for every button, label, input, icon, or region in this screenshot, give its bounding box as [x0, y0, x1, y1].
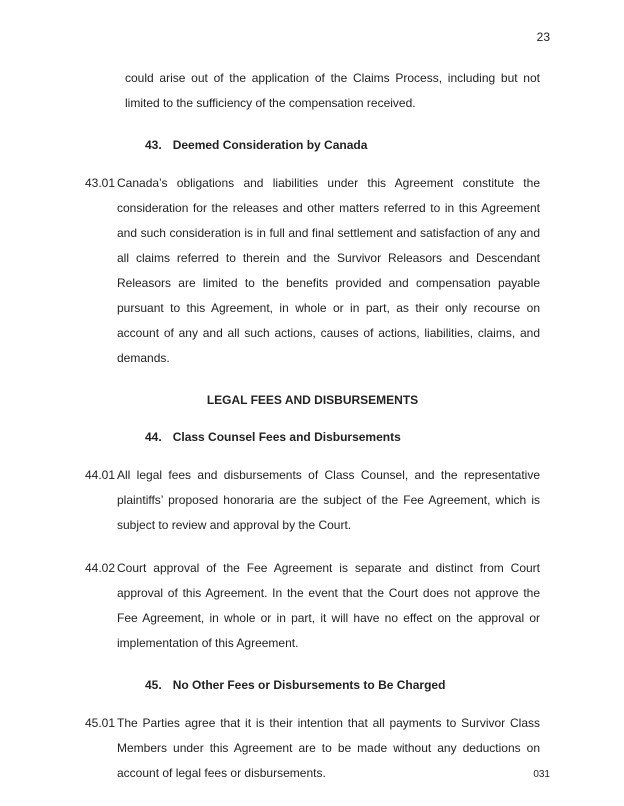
section-number: 44.	[145, 430, 162, 444]
numbered-paragraph-43-01	[85, 171, 540, 371]
section-number: 43.	[145, 138, 162, 152]
section-number: 45.	[145, 678, 162, 692]
section-title: Class Counsel Fees and Disbursements	[172, 430, 401, 444]
section-heading-43	[145, 138, 540, 153]
paragraph-text: All legal fees and disbursements of Class Counsel, and the representative plaintiffs’ proposed honoraria are the subject of the Fee Agreement, which is subject to review and approval by the Court.	[117, 468, 540, 532]
numbered-paragraph-44-02	[85, 556, 540, 656]
section-title: No Other Fees or Disbursements to Be Charged	[172, 678, 446, 692]
part-heading-legal-fees: LEGAL FEES AND DISBURSEMENTS	[206, 393, 419, 407]
paragraph-number: 44.02	[85, 561, 116, 575]
section-heading-45	[145, 678, 540, 693]
paragraph-text: Canada’s obligations and liabilities under this Agreement constitute the consideration for the releases and other matters referred to in this Agreement and such consideration is in full and final settlement and satisfaction of any and all claims referred to therein and the Survivor Releasors and Descendant Releasors are limited to the benefits provided and compensation payable pursuant to this Agreement, in whole or in part, as their only recourse on account of any and all such actions, causes of actions, liabilities, claims, and demands.	[117, 176, 540, 365]
paragraph-text: Court approval of the Fee Agreement is separate and distinct from Court approval of this Agreement. In the event that the Court does not approve the Fee Agreement, in whole or in part, it will have no effect on the approval or implementation of this Agreement.	[117, 561, 540, 650]
numbered-paragraph-44-01	[85, 463, 540, 538]
paragraph-text: The Parties agree that it is their intention that all payments to Survivor Class Members under this Agreement are to be made without any deductions on account of legal fees or disbursements.	[117, 716, 540, 780]
paragraph-number: 44.01	[85, 468, 116, 482]
section-heading-44	[145, 430, 540, 445]
numbered-paragraph-45-01	[85, 711, 540, 786]
footer-page-code: 031	[533, 769, 550, 780]
paragraph-number: 45.01	[85, 716, 116, 730]
section-title: Deemed Consideration by Canada	[172, 138, 368, 152]
paragraph-continuation: could arise out of the application of the Claims Process, including but not limited to the sufficiency of the compensation received.	[125, 71, 540, 110]
paragraph-number: 43.01	[85, 176, 116, 190]
page-number: 23	[536, 30, 550, 44]
